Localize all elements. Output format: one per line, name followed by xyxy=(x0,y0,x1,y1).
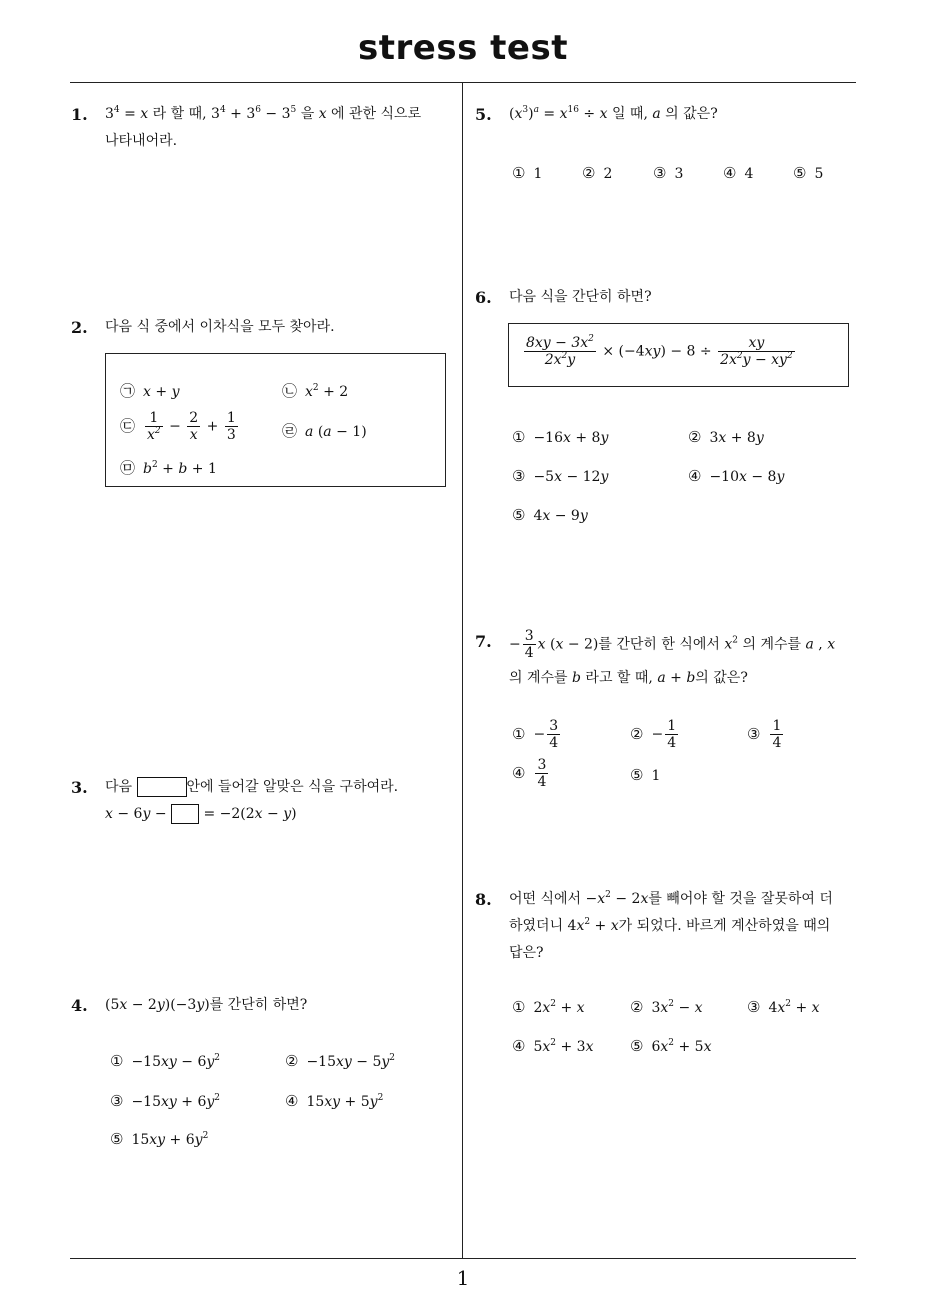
question-2 xyxy=(71,314,457,341)
question-text: 다음 안에 들어갈 알맞은 식을 구하여라. xyxy=(105,779,399,795)
option-2[interactable]: ② $3x^2 - x$ xyxy=(630,998,703,1016)
question-6 xyxy=(475,284,861,311)
item-d: ㉣ a (a − 1) xyxy=(282,422,367,440)
question-5 xyxy=(475,101,861,128)
option-4[interactable]: ④ $5x^2 + 3x$ xyxy=(512,1037,594,1055)
question-number: 6. xyxy=(475,288,492,307)
question-text-line2: 의 계수를 b 라고 할 때, a + b의 값은? xyxy=(509,670,748,686)
option-5[interactable]: ⑤ $6x^2 + 5x$ xyxy=(630,1037,712,1055)
option-1[interactable]: ① $-15xy - 6y^2$ xyxy=(110,1052,221,1070)
option-4[interactable]: ④ $\frac{3}{4}$ xyxy=(512,757,547,790)
option-1[interactable]: ① $2x^2 + x$ xyxy=(512,998,585,1016)
question-text-line2: 하였더니 $4x^2 + x$가 되었다. 바르게 계산하였을 때의 xyxy=(509,917,831,934)
option-3[interactable]: ③ 3 xyxy=(653,164,684,182)
question-text: 다음 식 중에서 이차식을 모두 찾아라. xyxy=(105,319,335,335)
question-number: 1. xyxy=(71,105,88,124)
question-text: $(x^3)^a = x^{16} \div x$ 일 때, a 의 값은? xyxy=(509,105,718,122)
option-5[interactable]: ⑤ 5 xyxy=(793,164,824,182)
expression: $\frac{8xy - 3x^2}{2x^2y}$ × (−4xy) − 8 ÷ $\frac{xy}{2x^2y - xy^2}$ xyxy=(526,334,793,368)
top-rule xyxy=(70,82,856,83)
option-4[interactable]: ④ 4 xyxy=(723,164,754,182)
option-5[interactable]: ⑤ $15xy + 6y^2$ xyxy=(110,1130,209,1148)
option-4[interactable]: ④ −10x − 8y xyxy=(688,467,785,485)
bottom-rule xyxy=(70,1258,856,1259)
item-b: ㉡ $x^2 + 2$ xyxy=(282,382,349,400)
question-number: 5. xyxy=(475,105,492,124)
option-3[interactable]: ③ −5x − 12y xyxy=(512,467,609,485)
option-2[interactable]: ② − $\frac{1}{4}$ xyxy=(630,718,677,751)
option-1[interactable]: ① 1 xyxy=(512,164,543,182)
column-divider xyxy=(462,83,463,1258)
question-text-line2: 나타내어라. xyxy=(105,133,178,149)
option-5[interactable]: ⑤ 1 xyxy=(630,766,661,784)
item-a: ㉠ x + y xyxy=(120,382,180,400)
question-7 xyxy=(475,628,861,692)
question-8 xyxy=(475,886,861,967)
option-3[interactable]: ③ $\frac{1}{4}$ xyxy=(747,718,782,751)
option-5[interactable]: ⑤ 4x − 9y xyxy=(512,506,588,524)
question-text: − $\frac{3}{4}$ x (x − 2)를 간단히 한 식에서 $x^2$ 의 계수를 a , x xyxy=(509,628,836,661)
option-4[interactable]: ④ $15xy + 5y^2$ xyxy=(285,1092,384,1110)
question-equation: x − 6y − = −2(2x − y) xyxy=(105,806,297,822)
question-number: 4. xyxy=(71,996,88,1015)
answer-blank xyxy=(171,804,199,824)
option-3[interactable]: ③ $-15xy + 6y^2$ xyxy=(110,1092,221,1110)
question-text-line3: 답은? xyxy=(509,945,544,961)
page-number: 1 xyxy=(456,1266,470,1290)
question-number: 8. xyxy=(475,890,492,909)
item-c: ㉢ $\frac{1}{x^2}$ − $\frac{2}{x}$ + $\frac{1}{3}$ xyxy=(120,410,236,443)
question-number: 3. xyxy=(71,778,88,797)
question-3 xyxy=(71,774,457,828)
question-text: 어떤 식에서 $-x^2 - 2x$를 빼어야 할 것을 잘못하여 더 xyxy=(509,890,833,907)
option-2[interactable]: ② 2 xyxy=(582,164,613,182)
option-1[interactable]: ① −16x + 8y xyxy=(512,428,609,446)
option-3[interactable]: ③ $4x^2 + x$ xyxy=(747,998,820,1016)
question-number: 7. xyxy=(475,632,492,651)
answer-blank xyxy=(137,777,187,797)
question-4 xyxy=(71,992,457,1019)
item-e: ㉤ $b^2 + b + 1$ xyxy=(120,459,217,477)
question-number: 2. xyxy=(71,318,88,337)
option-2[interactable]: ② $-15xy - 5y^2$ xyxy=(285,1052,396,1070)
question-text: $3^4 = x$ 라 할 때, $3^4 + 3^6 - 3^5$ 을 x 에 관한 식으로 xyxy=(105,105,422,122)
option-2[interactable]: ② 3x + 8y xyxy=(688,428,764,446)
question-1 xyxy=(71,101,457,155)
page-title: stress test xyxy=(358,28,568,68)
option-1[interactable]: ① − $\frac{3}{4}$ xyxy=(512,718,559,751)
question-text: (5x − 2y)(−3y)를 간단히 하면? xyxy=(105,997,308,1013)
question-text: 다음 식을 간단히 하면? xyxy=(509,289,652,305)
